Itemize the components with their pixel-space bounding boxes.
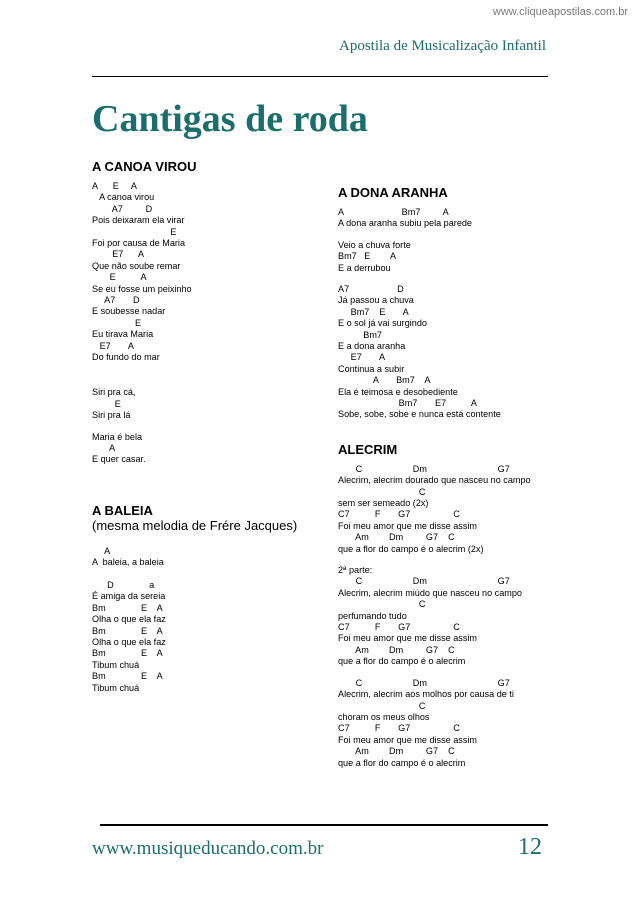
song-chorus: Siri pra cá, E Siri pra lá: [92, 387, 136, 421]
song-title: ALECRIM: [338, 441, 398, 457]
footer-divider: [100, 824, 548, 826]
song-lyrics: A7 D Já passou a chuva Bm7 E A E o sol já vai surgindo Bm7 E a dona aranha E7 A Continua a subir A Bm7 A Ela é teimosa e desobediente Bm7 E7 A Sobe, sobe, sobe e nunca está contente: [338, 283, 501, 420]
watermark: www.cliqueapostilas.com.br: [492, 6, 628, 18]
song-title: A DONA ARANHA: [338, 185, 448, 200]
song-title: A CANOA VIROU: [92, 159, 197, 174]
header-divider: [92, 76, 548, 77]
song-lyrics: A Bm7 A A dona aranha subiu pela parede: [338, 206, 472, 229]
song-baleia: [92, 504, 312, 694]
song-subtitle: (mesma melodia de Frére Jacques): [92, 517, 298, 533]
song-lyrics: Veio a chuva forte Bm7 E A E a derrubou: [338, 239, 411, 273]
song-lyrics: A A baleia, a baleia D a É amiga da sereia Bm E A Olha o que ela faz Bm E A Olha o que ela faz Bm E A Tibum chuá Bm E A Tibum chuá: [92, 545, 166, 693]
footer-url: www.musiqueducando.com.br: [92, 838, 324, 859]
page-title: Cantigas de roda: [92, 98, 368, 140]
song-title-text: A BALEIA: [92, 502, 153, 518]
page-number: 12: [518, 834, 542, 860]
song-canoa-virou: [92, 160, 312, 466]
song-ending: Maria é bela A E quer casar.: [92, 431, 146, 465]
left-column: [92, 160, 312, 694]
right-column: [338, 186, 568, 769]
song-lyrics: C Dm G7 Alecrim, alecrim dourado que nasceu no campo C sem ser semeado (2x) C7 F G7 C Foi meu amor que me disse assim Am Dm G7 C que a flor do campo é o alecrim (2x): [338, 463, 531, 554]
header-title: Apostila de Musicalização Infantil: [338, 38, 546, 54]
song-alecrim: [338, 443, 568, 769]
song-title: [92, 504, 312, 534]
song-dona-aranha: [338, 186, 568, 421]
song-lyrics: A E A A canoa virou A7 D Pois deixaram ela virar E Foi por causa de Maria E7 A Que não soube remar E A Se eu fosse um peixinho A7 D E soubesse nadar E Eu tirava Maria E7 A Do fundo do mar: [92, 180, 192, 363]
song-lyrics: 2ª parte: C Dm G7 Alecrim, alecrim miúdo que nasceu no campo C perfumando tudo C7 F G7 C Foi meu amor que me disse assim Am Dm G7 C que a flor do campo é o alecrim: [338, 565, 522, 667]
song-lyrics: C Dm G7 Alecrim, alecrim aos molhos por causa de ti C choram os meus olhos C7 F G7 C Foi meu amor que me disse assim Am Dm G7 C que a flor do campo é o alecrim: [338, 677, 514, 768]
